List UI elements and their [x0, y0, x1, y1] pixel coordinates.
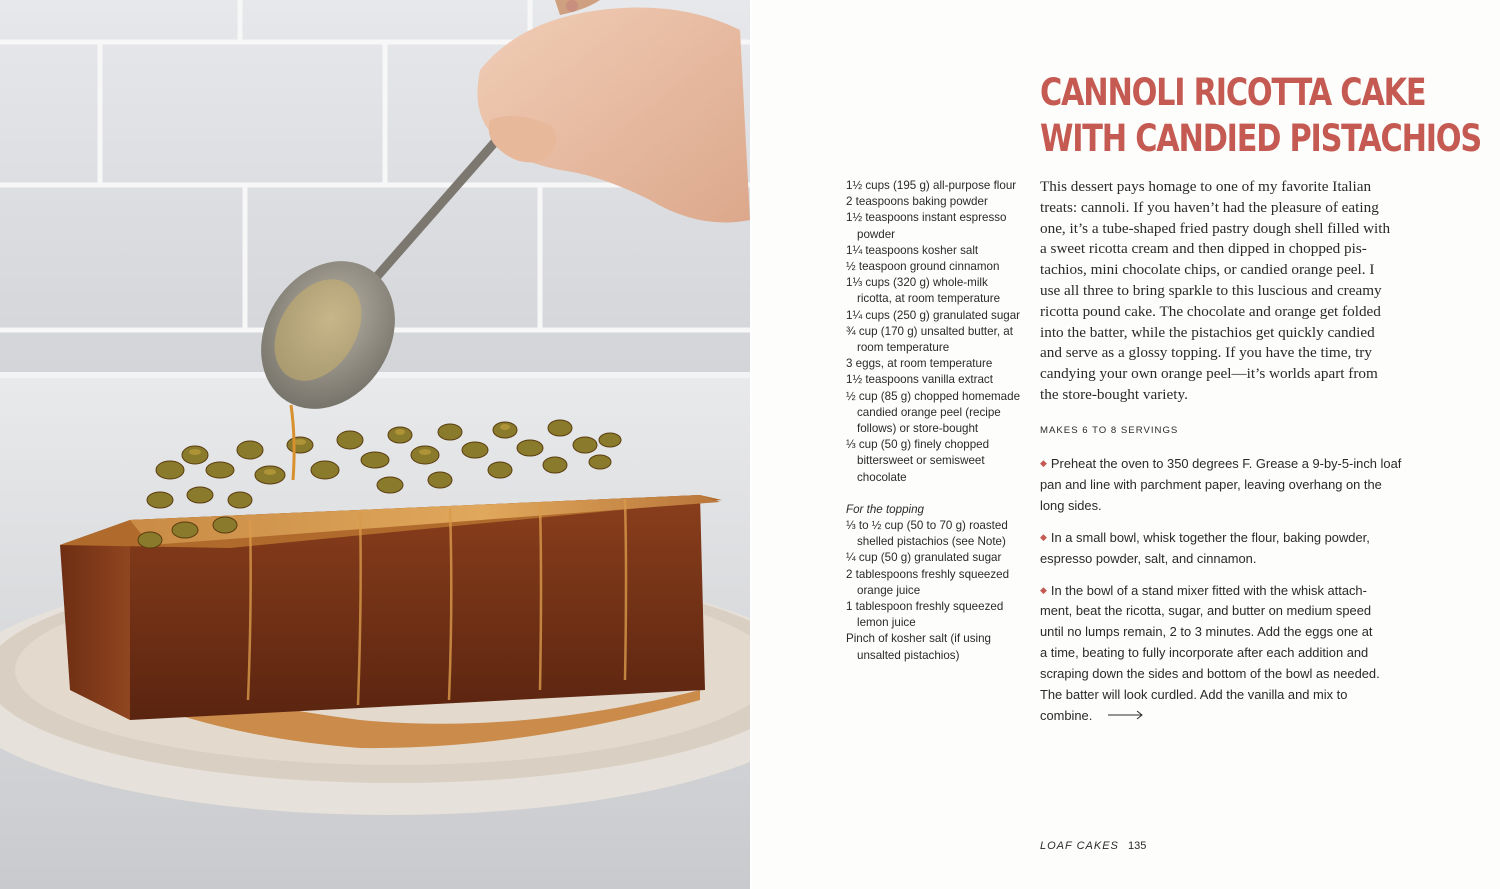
- ingredient-item: ⅓ cup (50 g) finely chopped bittersweet or semisweet chocolate: [846, 438, 990, 484]
- ingredient-item: 1½ teaspoons vanilla extract: [846, 373, 993, 387]
- intro-line: use all three to bring sparkle to this luscious and creamy: [1040, 281, 1382, 299]
- ingredient-item: 1⅓ cups (320 g) whole-milk ricotta, at room temperature: [846, 276, 1001, 306]
- servings-yield: MAKES 6 TO 8 SERVINGS: [1040, 425, 1179, 436]
- intro-line: candying your own orange peel—it’s worlds apart from: [1040, 365, 1378, 383]
- diamond-bullet-icon: ◆: [1040, 531, 1047, 542]
- intro-line: and serve as a glossy topping. If you have the time, try: [1040, 344, 1372, 362]
- step-line: espresso powder, salt, and cinnamon.: [1040, 550, 1257, 566]
- step-line: scraping down the sides and bottom of the bowl as needed.: [1040, 666, 1380, 682]
- ingredient-item: ½ cup (85 g) chopped homemade candied orange peel (recipe follows) or store-bought: [846, 389, 1021, 436]
- method-step: [1040, 453, 1440, 517]
- ingredient-item: 1½ teaspoons instant espresso powder: [846, 211, 1007, 241]
- recipe-title: [1040, 70, 1481, 162]
- step-line: [1040, 453, 1440, 475]
- diamond-bullet-icon: ◆: [1040, 458, 1047, 468]
- topping-item: ¼ cup (50 g) granulated sugar: [846, 551, 1002, 565]
- topping-item: ⅓ to ½ cup (50 to 70 g) roasted shelled pistachios (see Note): [846, 519, 1008, 549]
- intro-line: into the batter, while the pistachios get quickly candied: [1040, 323, 1375, 341]
- topping-heading: For the topping: [846, 502, 924, 516]
- intro-line: This dessert pays homage to one of my favorite Italian: [1040, 178, 1372, 195]
- method-step: [1040, 580, 1440, 727]
- step-line: ment, beat the ricotta, sugar, and butter on medium speed: [1040, 603, 1372, 619]
- arrow-right-icon: [1108, 706, 1144, 727]
- step-line: [1040, 527, 1440, 549]
- ingredient-item: ¾ cup (170 g) unsalted butter, at room temperature: [846, 324, 1013, 355]
- ingredient-item: ½ teaspoon ground cinnamon: [846, 260, 1000, 274]
- intro-line: a sweet ricotta cream and then dipped in chopped pis-: [1040, 240, 1367, 258]
- intro-line: the store-bought variety.: [1040, 385, 1188, 403]
- method-steps: [1040, 453, 1440, 737]
- step-line: [1040, 580, 1440, 602]
- step-line: long sides.: [1040, 497, 1102, 513]
- method-step: [1040, 527, 1440, 570]
- step-text: In a small bowl, whisk together the flour, baking powder,: [1050, 529, 1370, 545]
- step-line: a time, beating to fully incorporate after each addition and: [1040, 645, 1369, 661]
- topping-item: 1 tablespoon freshly squeezed lemon juice: [846, 600, 1004, 630]
- recipe-intro: [1040, 177, 1435, 406]
- step-text: Preheat the oven to 350 degrees F. Grease a 9-by-5-inch loaf: [1050, 456, 1402, 471]
- ingredient-item: 2 teaspoons baking powder: [846, 195, 988, 209]
- step-line: [1040, 706, 1440, 727]
- title-line: WITH CANDIED PISTACHIOS: [1040, 117, 1481, 160]
- intro-line: tachios, mini chocolate chips, or candied orange peel. I: [1040, 261, 1375, 279]
- ingredient-list: [846, 178, 1024, 664]
- recipe-page: [752, 0, 1500, 889]
- step-text: combine.: [1040, 707, 1093, 723]
- ingredient-item: 1¼ cups (250 g) granulated sugar: [846, 308, 1021, 322]
- intro-line: treats: cannoli. If you haven’t had the pleasure of eating: [1040, 198, 1379, 216]
- topping-item: Pinch of kosher salt (if using unsalted pistachios): [846, 632, 991, 662]
- ingredient-item: 1½ cups (195 g) all-purpose flour: [846, 179, 1017, 192]
- step-line: The batter will look curdled. Add the vanilla and mix to: [1040, 687, 1348, 703]
- intro-line: ricotta pound cake. The chocolate and orange get folded: [1040, 302, 1381, 320]
- step-line: until no lumps remain, 2 to 3 minutes. Add the eggs one at: [1040, 624, 1373, 640]
- ingredient-item: 1¼ teaspoons kosher salt: [846, 243, 979, 257]
- running-section-title: LOAF CAKES: [1040, 840, 1119, 852]
- step-text: In the bowl of a stand mixer fitted with the whisk attach-: [1050, 582, 1367, 598]
- intro-line: one, it’s a tube-shaped fried pastry dough shell filled with: [1040, 219, 1391, 237]
- page-number: 135: [1127, 840, 1147, 852]
- diamond-bullet-icon: ◆: [1040, 584, 1047, 595]
- topping-item: 2 tablespoons freshly squeezed orange juice: [846, 567, 1010, 597]
- step-line: pan and line with parchment paper, leaving overhang on the: [1040, 476, 1382, 492]
- title-line: CANNOLI RICOTTA CAKE: [1040, 71, 1426, 114]
- ingredient-item: 3 eggs, at room temperature: [846, 357, 993, 371]
- page-footer: [1040, 840, 1146, 852]
